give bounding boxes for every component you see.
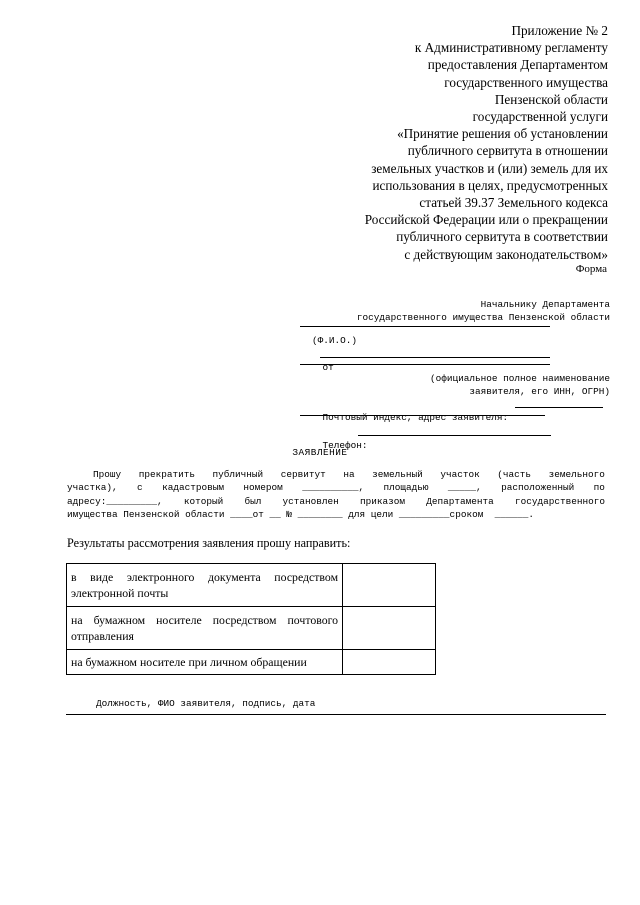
option-email-checkbox[interactable] [343, 564, 436, 607]
addressee-line: государственного имущества Пензенской области [356, 312, 610, 323]
phone-label: Телефон: [322, 440, 368, 451]
option-personal-checkbox[interactable] [343, 650, 436, 675]
appendix-line: с действующим законодательством» [404, 246, 608, 262]
appendix-line: государственного имущества [444, 74, 608, 90]
postal-underline[interactable] [515, 407, 603, 408]
appendix-line: государственной услуги [472, 109, 608, 125]
appendix-line: к Административному регламенту [414, 40, 608, 56]
option-email-label: в виде электронного документа посредством электронной почты [67, 564, 343, 607]
statement-line: Прошу прекратить публичный сервитут на земельный участок (часть земельного [93, 469, 605, 480]
appendix-line: использования в целях, предусмотренных [372, 177, 608, 193]
form-label: Форма [575, 263, 607, 275]
fio-underline[interactable] [300, 326, 550, 327]
from-row [300, 348, 610, 373]
statement-title: ЗАЯВЛЕНИЕ [292, 447, 348, 458]
addressee-block [300, 298, 610, 451]
table-row [67, 650, 436, 675]
statement-line: имущества Пензенской области ____от __ № ________ для цели _________сроком ______. [67, 509, 534, 521]
signature-line[interactable] [66, 714, 606, 715]
fio-caption: (Ф.И.О.) [312, 335, 358, 346]
appendix-line: Приложение № 2 [511, 23, 608, 38]
appendix-line: статьей 39.37 Земельного кодекса [419, 195, 608, 211]
option-post-label: на бумажном носителе посредством почтового отправления [67, 607, 343, 650]
table-row [67, 607, 436, 650]
postal-row-2 [300, 412, 610, 426]
table-row [67, 564, 436, 607]
results-heading: Результаты рассмотрения заявления прошу направить: [67, 536, 351, 550]
addressee-line: Начальнику Департамента [480, 299, 610, 310]
appendix-line: публичного сервитута в соответствии [396, 229, 608, 245]
postal-label: Почтовый индекс, адрес заявителя: [322, 412, 509, 423]
appendix-line: Российской Федерации или о прекращении [364, 212, 608, 228]
appendix-line: Пензенской области [494, 91, 608, 107]
postal-underline-2[interactable] [300, 415, 545, 416]
phone-underline[interactable] [358, 435, 551, 436]
appendix-line: «Принятие решения об установлении [397, 126, 608, 142]
option-post-checkbox[interactable] [343, 607, 436, 650]
from-underline-2[interactable] [300, 364, 550, 365]
statement-body [67, 468, 605, 522]
from-underline[interactable] [320, 357, 550, 358]
statement-line: адресу:_________, который был установлен приказом Департамента государственного [67, 495, 605, 507]
appendix-header [278, 22, 608, 263]
from-row-2 [300, 362, 610, 376]
statement-line: участка), с кадастровым номером __________, площадью _____, расположенный по [67, 482, 605, 494]
from-label: от [322, 362, 334, 373]
appendix-line: предоставления Департаментом [427, 57, 608, 73]
org-note: заявителя, его ИНН, ОГРН) [469, 386, 610, 397]
org-note: (официальное полное наименование [429, 373, 610, 384]
signature-caption: Должность, ФИО заявителя, подпись, дата [96, 698, 316, 709]
appendix-line: публичного сервитута в отношении [407, 143, 608, 159]
phone-row [300, 426, 610, 451]
appendix-line: земельных участков и (или) земель для их [371, 160, 608, 176]
option-personal-label: на бумажном носителе при личном обращении [67, 650, 343, 675]
postal-row [300, 398, 610, 423]
delivery-options-table [66, 563, 436, 675]
